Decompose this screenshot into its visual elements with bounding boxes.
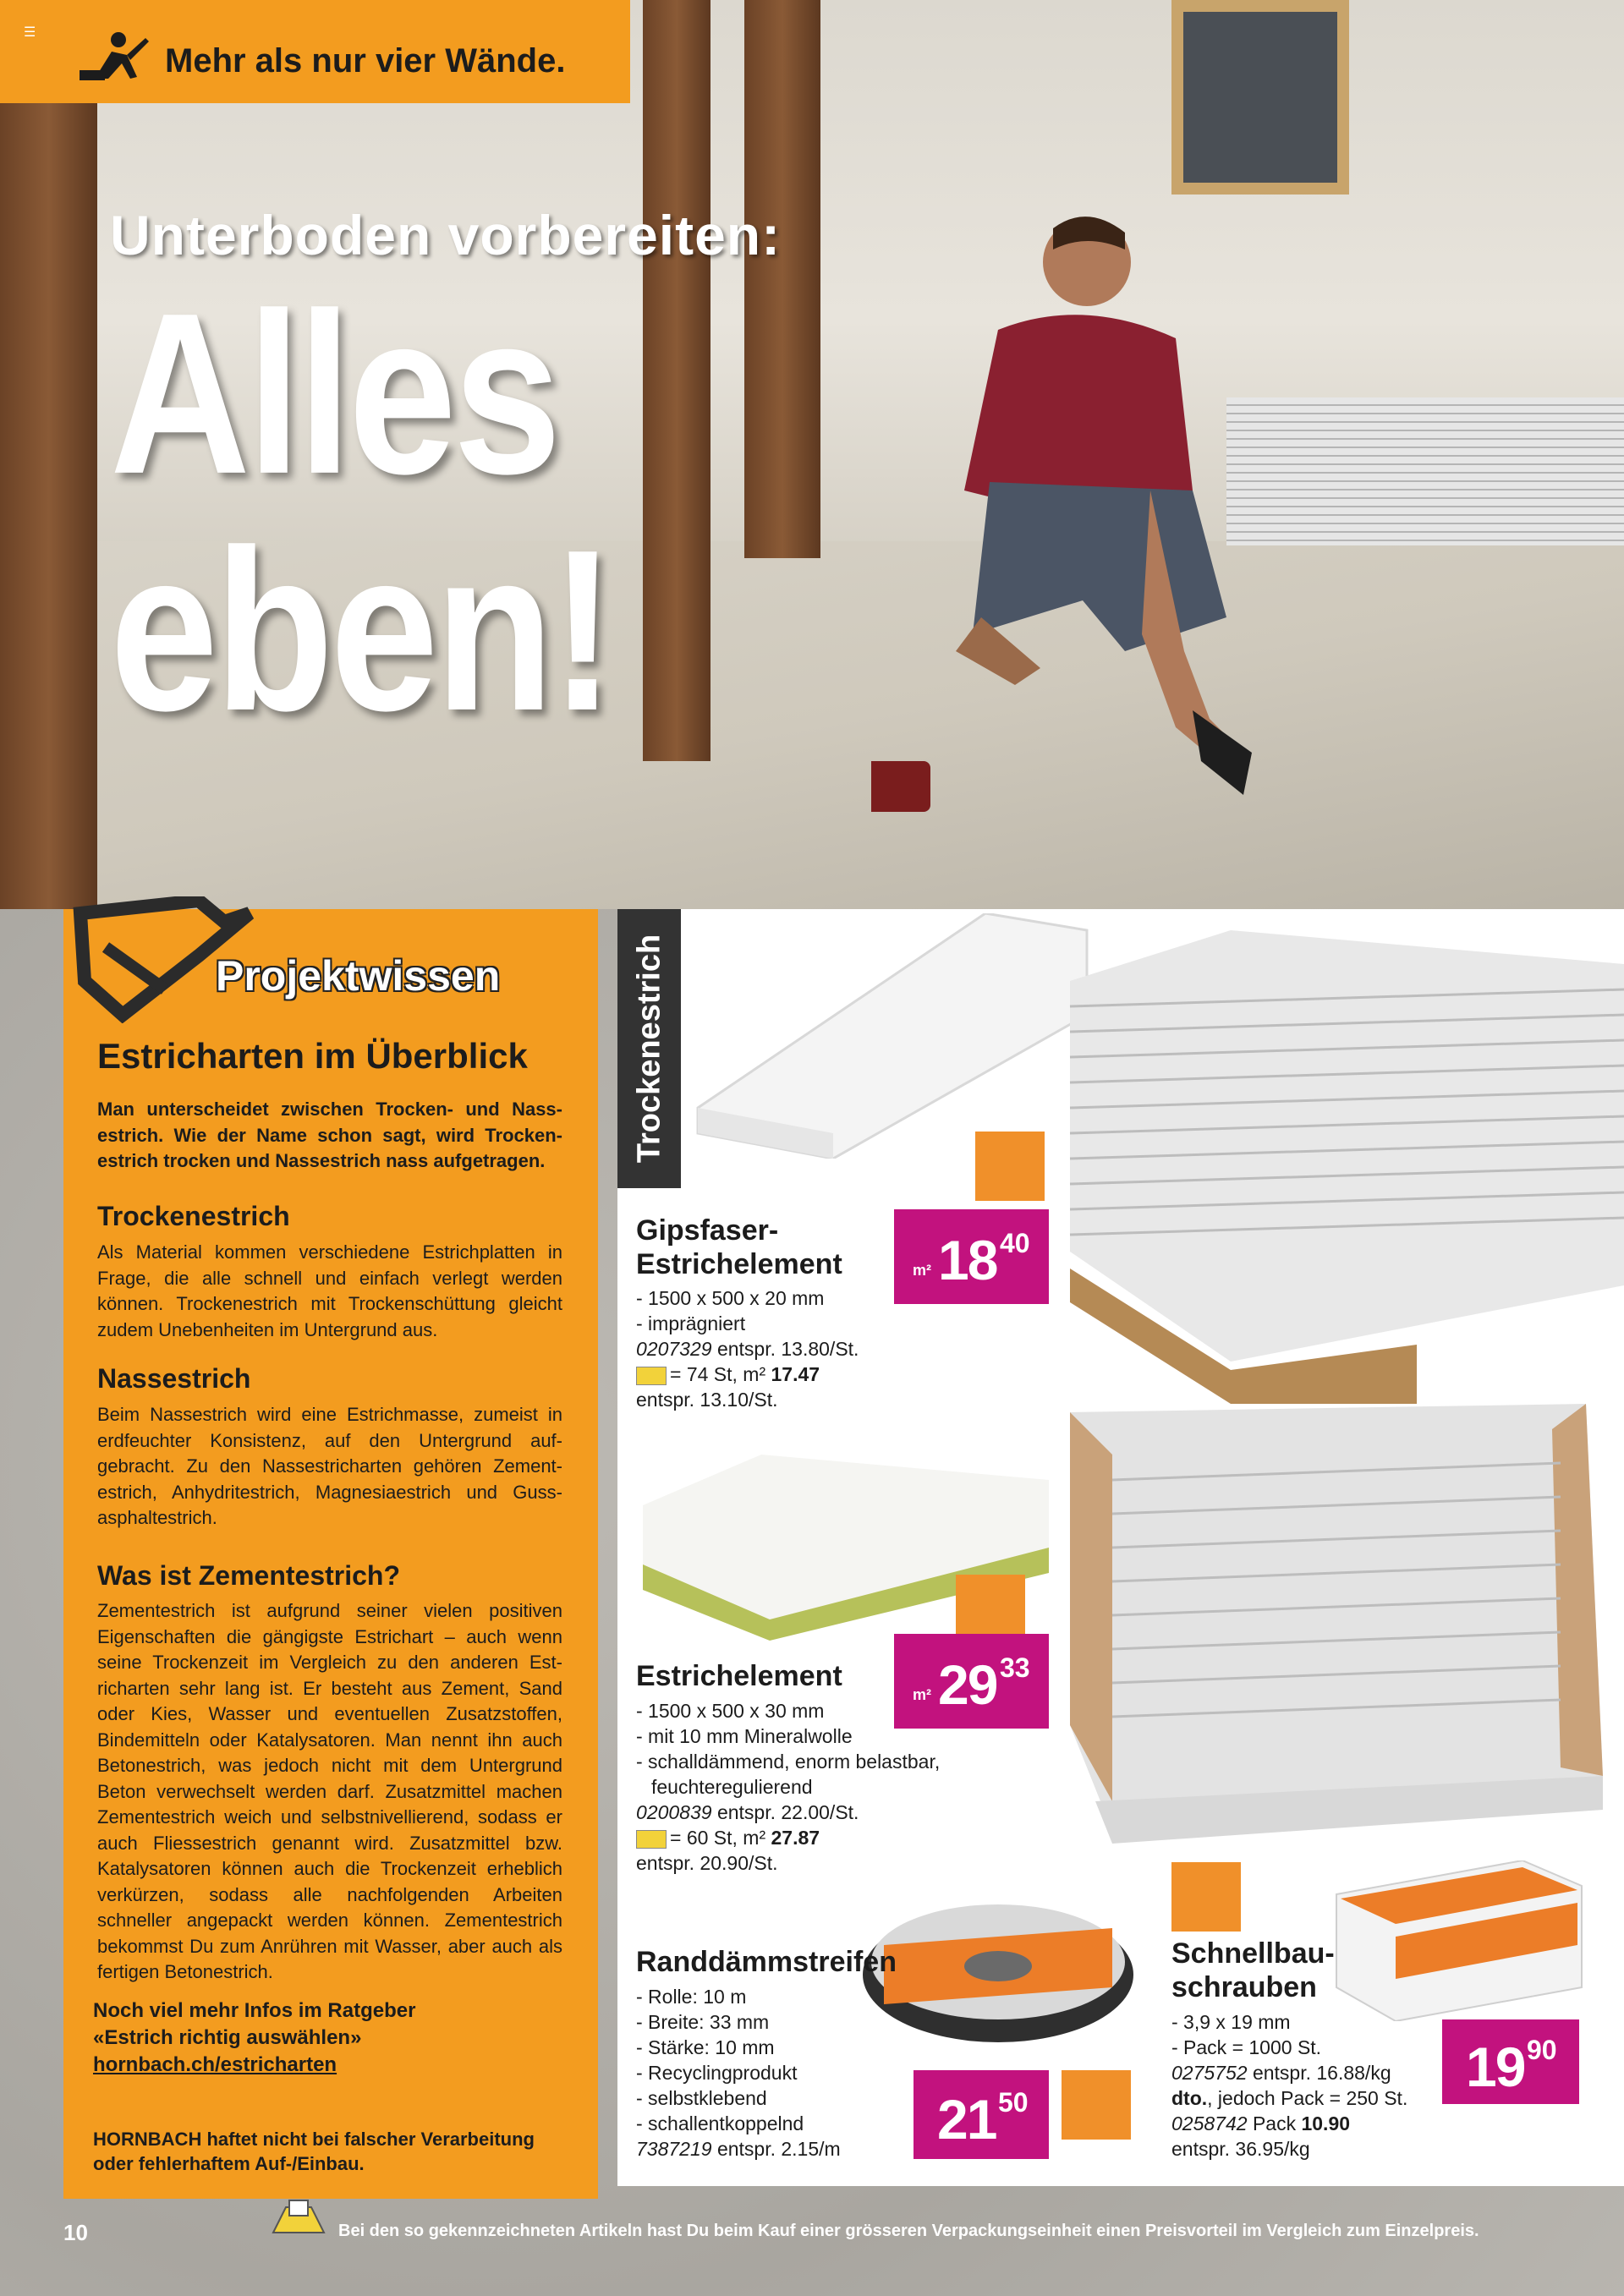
construction-worker-icon [78,30,152,82]
spec-line: - 3,9 x 19 mm [1171,2011,1291,2033]
spec-line: - Rolle: 10 m [636,1986,747,2008]
price-tag-schnellbauschrauben [1442,2019,1579,2104]
section-title-trockenestrich: Trockenestrich [97,1201,290,1231]
article-line: 0275752 entspr. 16.88/kg [1171,2062,1391,2084]
hornbach-logo [1171,1862,1241,1932]
price-cents: 50 [998,2087,1029,2118]
pack-entspr-line: entspr. 20.90/St. [636,1852,778,1874]
banner-text: Mehr als nur vier Wände. [165,42,566,79]
spec-line: - Stärke: 10 mm [636,2036,775,2058]
pack-line: = 74 St, m² 17.47 [636,1362,859,1387]
board-stack [1226,397,1624,545]
price-main: 19 [1466,2036,1525,2098]
top-banner [0,0,630,103]
price-tag-gipsfaser [894,1209,1049,1304]
spec-line: - schalldämmend, enorm belastbar, [636,1751,941,1773]
pack-icon [636,1830,667,1849]
page-number: 10 [63,2220,88,2245]
article-line: 0200839 entspr. 22.00/St. [636,1801,859,1823]
product-image-pallet-boxed [1062,1404,1624,1844]
ratgeber-link[interactable]: hornbach.ch/estricharten [93,2053,337,2076]
product-specs-schnellbauschrauben [1171,2009,1407,2162]
price-cents: 33 [1000,1652,1030,1683]
pack-entspr-line: entspr. 13.10/St. [636,1389,778,1411]
section-text-trockenestrich: Als Material kommen verschiedene Estrichplatten in Frage, die alle schnell und einfach verlegt werden können. Trockenestrich mit Trockenschüttung gleicht zudem Unebenheiten im Untergrund aus. [97,1241,562,1340]
wood-beam-left [0,0,97,909]
article-line: 0207329 entspr. 13.80/St. [636,1338,859,1360]
category-tab-label: Trockenestrich [631,934,667,1164]
product-name-estrichelement: Estrichelement [636,1660,842,1692]
spec-line: - Breite: 33 mm [636,2011,770,2033]
hero-headline-line2: eben! [110,501,612,759]
product-image-randdaemmstreifen [859,1894,1138,2051]
pack-line: = 60 St, m² 27.87 [636,1825,940,1850]
skylight [1171,0,1349,195]
disclaimer-line2: oder fehlerhaftem Auf-/Einbau. [93,2153,365,2174]
price-main: 18 [938,1229,997,1291]
ratgeber-hint [93,1997,415,2079]
ratgeber-line2: «Estrich richtig auswählen» [93,2026,362,2049]
price-cents: 90 [1527,2035,1557,2065]
price-unit: m² [913,1686,931,1703]
product-specs-gipsfaser [636,1285,859,1412]
hero-headline-line1: Alles [110,265,558,522]
wood-beam [643,0,710,761]
product-image-pallet-stack [1062,930,1624,1404]
price-tag-randdaemmstreifen [914,2070,1049,2159]
price-cents: 40 [1000,1228,1030,1258]
spec-line: - mit 10 mm Mineralwolle [636,1725,853,1747]
disclaimer [93,2127,535,2176]
price-main: 29 [938,1653,997,1716]
category-tab [617,909,681,1188]
spec-line: - 1500 x 500 x 20 mm [636,1287,825,1309]
footer-legend: Bei den so gekennzeichneten Artikeln hast Du beim Kauf einer grösseren Verpackungseinheit einen Preisvorteil im Vergleich zum Einzelpreis. [338,2222,1479,2240]
section-text-nassestrich: Beim Nassestrich wird eine Estrichmasse, zumeist in erdfeuchter Konsistenz, auf den Untergrund aufgebracht. Zu den Nassestricharten gehören Zementestrich, Anhydritestrich, Magnesiaestrich und Gussasphaltestrich. [97,1404,562,1528]
menu-icon: ☰ [24,25,36,40]
section-title-zementestrich: Was ist Zementestrich? [97,1560,401,1591]
spec-line: - schallentkoppelnd [636,2112,804,2134]
worker-figure [871,211,1269,854]
info-heading: Estricharten im Überblick [97,1036,528,1076]
dto-article-line: 0258742 Pack 10.90 [1171,2112,1351,2134]
spec-line: - imprägniert [636,1312,746,1334]
article-line: 7387219 entspr. 2.15/m [636,2138,841,2160]
spec-line: - selbstklebend [636,2087,767,2109]
section-text-zementestrich: Zementestrich ist aufgrund seiner vielen positiven Eigenschaften die gängigste Estrichart – auch wenn seine Trockenzeit im Vergleich zu den anderen Estricharten sehr lang ist. Er besteht aus Zement, Sand oder Kies, Wasser und eventuellen Zusatzstoffen, Bindemitteln oder Katalysatoren. Man nennt ihn auch Betonestrich, was jedoch nicht mit dem Untergrund Beton verwechselt werden darf. Zusatzmittel machen Zementestrich weich und selbstnivellierend, sodass er auch Fliessestrich genannt wird. Zusatzmittel bzw. Katalysatoren können auch die Trockenzeit erheblich verkürzen, sodass alle nachfolgenden Arbeiten schneller angepackt werden können. Zementestrich bekommst Du zum Anrühren mit Wasser, aber auch als fertigen Betonestrich. [97,1600,562,1982]
disclaimer-line1: HORNBACH haftet nicht bei falscher Verarbeitung [93,2129,535,2150]
product-specs-randdaemmstreifen [636,1984,841,2162]
dto-line: dto., jedoch Pack = 250 St. [1171,2087,1408,2109]
wood-beam [744,0,820,558]
hornbach-logo [1062,2070,1131,2140]
product-specs-estrichelement [636,1698,940,1876]
spec-line: feuchteregulierend [651,1776,813,1798]
pack-advantage-icon [269,2199,328,2238]
spec-line: - Recyclingprodukt [636,2062,798,2084]
info-intro: Man unterscheidet zwischen Trocken- und Nassestrich. Wie der Name schon sagt, wird Trockenestrich trocken und Nassestrich nass aufgetragen. [97,1099,562,1171]
project-knowledge-badge: Projektwissen [216,952,501,1000]
product-name-schnellbauschrauben: Schnellbau- schrauben [1171,1937,1335,2003]
product-name-randdaemmstreifen: Randdämmstreifen [636,1946,897,1978]
spec-line: - 1500 x 500 x 30 mm [636,1700,825,1722]
price-unit: m² [913,1262,931,1279]
spec-line: - Pack = 1000 St. [1171,2036,1322,2058]
product-image-gipsfaser-plates [681,913,1104,1159]
product-image-schnellbauschrauben [1328,1860,1590,2021]
hero-photo [0,0,1624,909]
hero-subtitle: Unterboden vorbereiten: [110,204,782,266]
hornbach-logo [975,1132,1045,1201]
product-name-gipsfaser: Gipsfaser- Estrichelement [636,1214,842,1280]
section-title-nassestrich: Nassestrich [97,1363,251,1394]
ratgeber-line1: Noch viel mehr Infos im Ratgeber [93,1999,416,2022]
pack-icon [636,1367,667,1385]
price-main: 21 [937,2088,996,2151]
dto-entspr-line: entspr. 36.95/kg [1171,2138,1310,2160]
